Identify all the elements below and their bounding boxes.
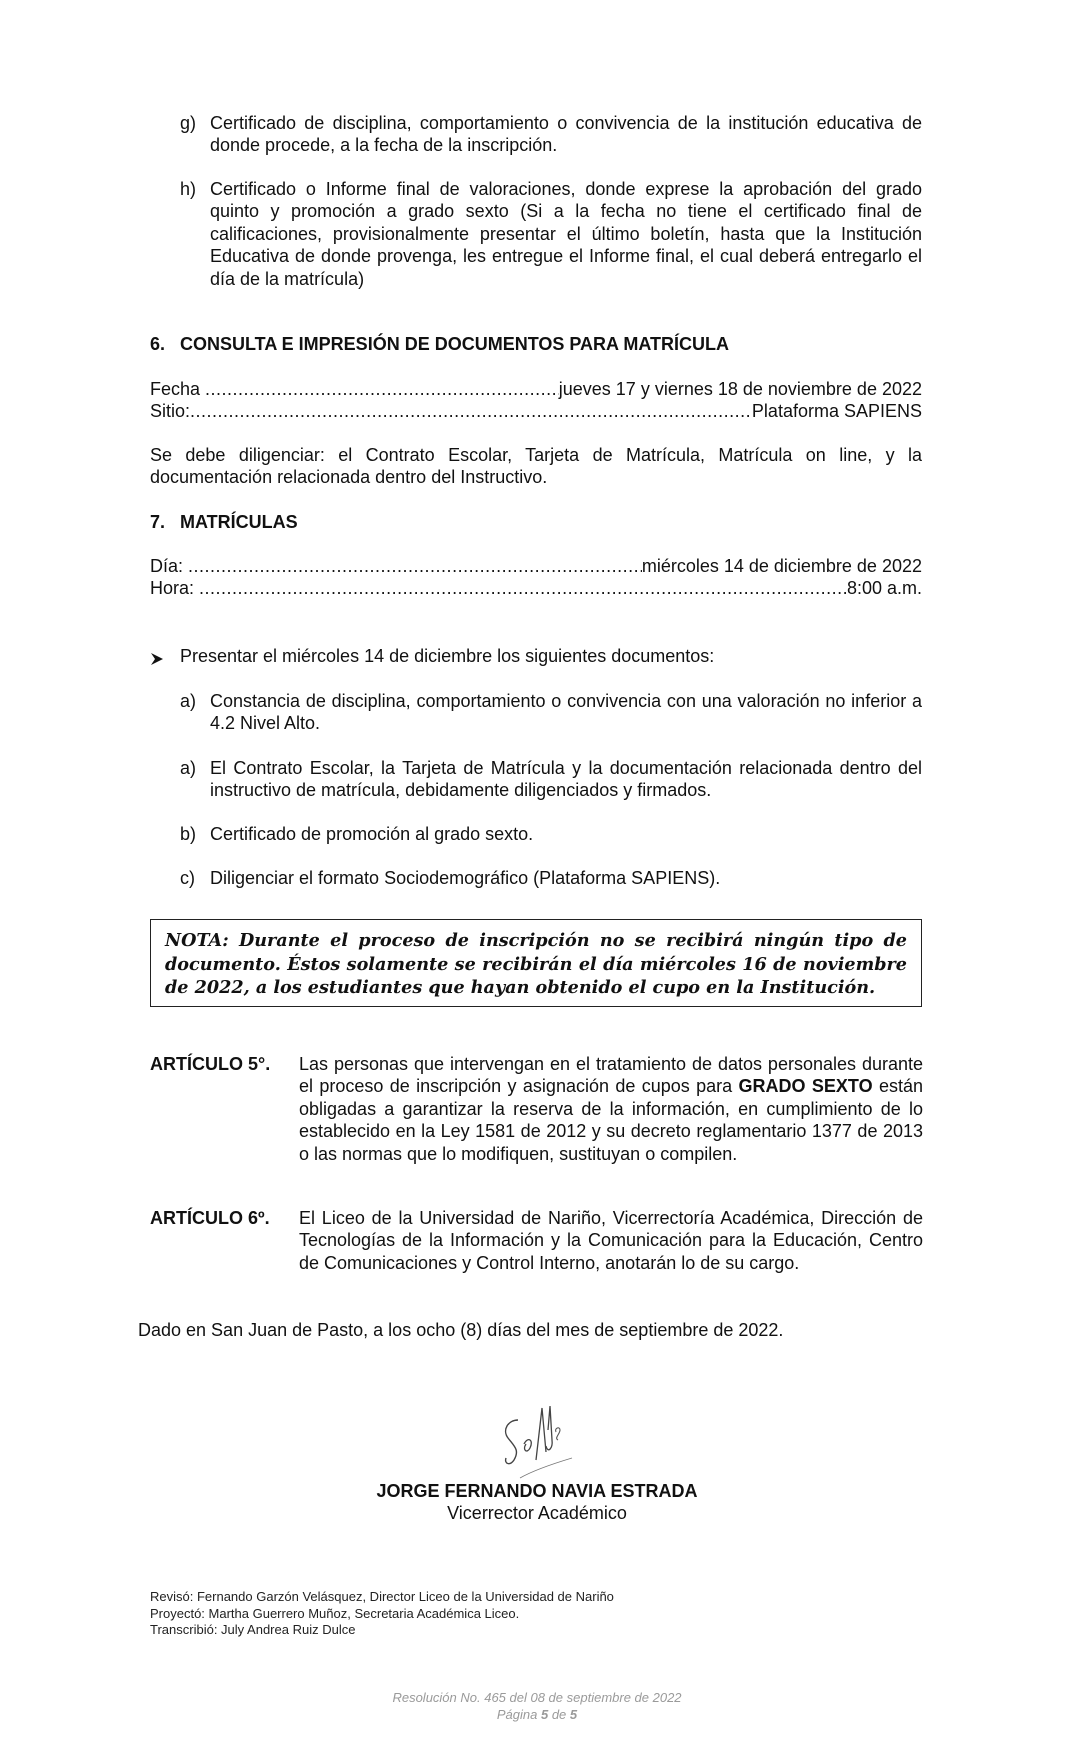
item-text: Certificado de disciplina, comportamiento o convivencia de la institución educativa de donde procede, a la fecha de la inscripción. bbox=[210, 113, 922, 156]
list-item-b bbox=[180, 823, 922, 847]
hora-label: Hora: bbox=[150, 578, 200, 598]
item-text: Constancia de disciplina, comportamiento o convivencia con una valoración no inferior a 4.2 Nivel Alto. bbox=[210, 691, 922, 734]
leader-dots bbox=[199, 577, 847, 599]
articulo-5 bbox=[150, 1053, 923, 1188]
dia-value: miércoles 14 de diciembre de 2022 bbox=[641, 556, 922, 576]
leader-dots bbox=[205, 378, 559, 400]
hora-row bbox=[150, 577, 922, 599]
sitio-value: Plataforma SAPIENS bbox=[751, 401, 922, 421]
item-text: Diligenciar el formato Sociodemográfico (Plataforma SAPIENS). bbox=[210, 868, 721, 888]
list-item-a2 bbox=[180, 757, 922, 803]
dia-label: Día: bbox=[150, 556, 189, 576]
dado-en-text: Dado en San Juan de Pasto, a los ocho (8) días del mes de septiembre de 2022. bbox=[138, 1320, 784, 1340]
item-label: b) bbox=[180, 824, 197, 844]
hora-value: 8:00 a.m. bbox=[846, 578, 922, 598]
signer-title: Vicerrector Académico bbox=[447, 1503, 627, 1523]
articulo-6-text: El Liceo de la Universidad de Nariño, Vicerrectoría Académica, Dirección de Tecnologías de la Información y la Comunicación para la Educación, Centro de Comunicaciones y Control Interno, anotarán lo de su cargo. bbox=[299, 1208, 923, 1273]
credit-project: Proyectó: Martha Guerrero Muñoz, Secretaria Académica Liceo. bbox=[150, 1605, 520, 1621]
bullet-text: Presentar el miércoles 14 de diciembre los siguientes documentos: bbox=[180, 646, 715, 666]
item-text: Certificado de promoción al grado sexto. bbox=[210, 824, 534, 844]
sitio-label: Sitio: bbox=[150, 401, 191, 421]
page-current: 5 bbox=[540, 1707, 549, 1722]
section-7-heading: 7. MATRÍCULAS bbox=[150, 512, 298, 532]
articulo-6 bbox=[150, 1207, 923, 1277]
list-item-c bbox=[180, 867, 922, 891]
footer-page-number bbox=[300, 1706, 774, 1723]
page-total: 5 bbox=[569, 1707, 578, 1722]
footer-resolution: Resolución No. 465 del 08 de septiembre de 2022 bbox=[392, 1690, 682, 1705]
dia-row bbox=[150, 555, 922, 577]
articulo-5-text bbox=[299, 1053, 923, 1165]
page-of: de bbox=[548, 1707, 570, 1722]
credit-transcribe: Transcribió: July Andrea Ruiz Dulce bbox=[150, 1622, 356, 1637]
articulo-6-label: ARTÍCULO 6º. bbox=[150, 1208, 270, 1228]
section-6-paragraph: Se debe diligenciar: el Contrato Escolar, Tarjeta de Matrícula, Matrícula on line, y la documentación relacionada dentro del Instructivo. bbox=[150, 445, 922, 488]
credit-revise: Revisó: Fernando Garzón Velásquez, Director Liceo de la Universidad de Nariño bbox=[150, 1589, 614, 1604]
leader-dots bbox=[190, 400, 752, 422]
list-item-h bbox=[180, 178, 922, 293]
articulo-5-text-2: están obligadas a garantizar la reserva de la información, en cumplimiento de lo establecido en la Ley 1581 de 2012 y su decreto reglamentario 1377 de 2013 o las normas que lo modifiquen, sustituyan o compilen. bbox=[299, 1076, 923, 1164]
item-label: c) bbox=[180, 868, 195, 888]
handwritten-signature bbox=[490, 1400, 590, 1480]
page-prefix: Página bbox=[496, 1707, 541, 1722]
articulo-5-text-1: Las personas que intervengan en el tratamiento de datos personales durante el proceso de inscripción y asignación de cupos para bbox=[299, 1054, 923, 1097]
credits-block bbox=[150, 1589, 850, 1639]
item-text: El Contrato Escolar, la Tarjeta de Matrícula y la documentación relacionada dentro del instructivo de matrícula, debidamente diligenciados y firmados. bbox=[210, 758, 922, 801]
item-label: h) bbox=[180, 179, 197, 199]
fecha-label: Fecha bbox=[150, 379, 206, 399]
list-item-g bbox=[180, 112, 922, 158]
item-text: Certificado o Informe final de valoraciones, donde exprese la aprobación del grado quinto y promoción a grado sexto (Si a la fecha no tiene el certificado final de calificaciones, provisionalmente presentar el último boletín, hasta que la Institución Educativa de donde provenga, les entregue el Informe final, el cual deberá entregarlo el día de la matrícula) bbox=[210, 179, 922, 289]
fecha-value: jueves 17 y viernes 18 de noviembre de 2022 bbox=[558, 379, 922, 399]
leader-dots bbox=[188, 555, 642, 577]
signer-name: JORGE FERNANDO NAVIA ESTRADA bbox=[376, 1481, 698, 1501]
footer bbox=[300, 1689, 774, 1723]
item-label: g) bbox=[180, 113, 197, 133]
nota-box: NOTA: Durante el proceso de inscripción no se recibirá ningún tipo de documento. Éstos solamente se recibirán el día miércoles 16 de noviembre de 2022, a los estudiantes que hayan obtenido el cupo en la Institución. bbox=[150, 919, 922, 1007]
section-6-heading: 6. CONSULTA E IMPRESIÓN DE DOCUMENTOS PARA MATRÍCULA bbox=[150, 334, 730, 354]
arrowhead-bullet-icon bbox=[150, 652, 164, 666]
fecha-row bbox=[150, 378, 922, 400]
list-item-a1 bbox=[180, 690, 922, 736]
item-label: a) bbox=[180, 691, 197, 711]
articulo-5-grado-sexto: GRADO SEXTO bbox=[738, 1076, 873, 1097]
item-label: a) bbox=[180, 758, 197, 778]
articulo-5-label: ARTÍCULO 5°. bbox=[150, 1054, 271, 1074]
sitio-row bbox=[150, 400, 922, 422]
